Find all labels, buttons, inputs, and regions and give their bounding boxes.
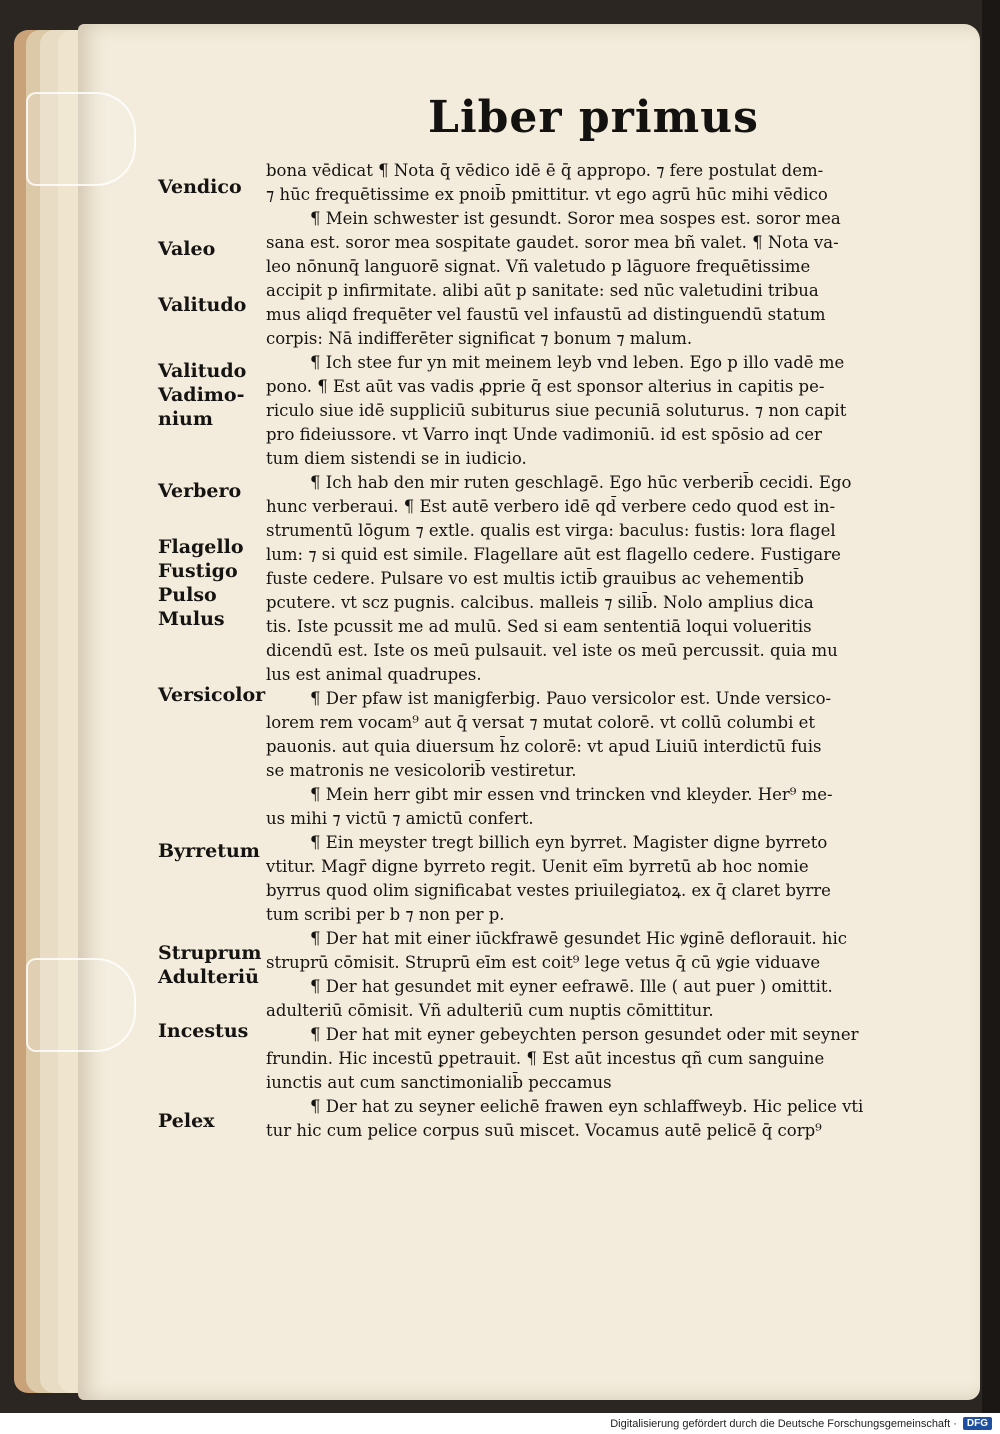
text-line: ¶ Der pfaw ist manigferbig. Pauo versicolor est. Unde versico- [310, 689, 832, 708]
facing-page-edge [982, 0, 1000, 1413]
text-line: tis. Iste pcussit me ad mulū. Sed si eam sententiā loqui volueritis [266, 617, 812, 636]
page-heading: Liber primus [428, 92, 759, 143]
margin-word: Valitudo [158, 294, 247, 316]
text-line: ¶ Ein meyster tregt billich eyn byrret. Magister digne byrreto [310, 833, 828, 852]
text-line: ¶ Mein herr gibt mir essen vnd trincken vnd kleyder. Her⁹ me- [310, 785, 833, 804]
margin-word: Flagello [158, 536, 244, 558]
text-line: ¶ Der hat zu seyner eelichē frawen eyn schlaffweyb. Hic pelice vti [310, 1097, 864, 1116]
margin-word: nium [158, 408, 213, 430]
text-line: hunc verberaui. ¶ Est autē verbero idē qd̄ verbere cedo quod est in- [266, 497, 836, 516]
text-line: dicendū est. Iste os meū pulsauit. vel iste os meū percussit. quia mu [266, 641, 838, 660]
text-line: iunctis aut cum sanctimonialib̄ peccamus [266, 1073, 612, 1092]
text-line: ¶ Ich stee fur yn mit meinem leyb vnd leben. Ego p illo vadē me [310, 353, 845, 372]
margin-word: Byrretum [158, 840, 260, 862]
text-line: tum diem sistendi se in iudicio. [266, 449, 527, 468]
text-line: pono. ¶ Est aūt vas vadis ꝓprie q̄ est sponsor alterius in capitis pe- [266, 377, 825, 396]
margin-word: Verbero [158, 480, 242, 502]
text-line: ¶ Der hat mit einer iūckfrawē gesundet Hic ꝟginē deflorauit. hic [310, 929, 848, 948]
text-line: lum: ⁊ si quid est simile. Flagellare aūt est flagello cedere. Fustigare [266, 545, 841, 564]
margin-word: Incestus [158, 1020, 249, 1042]
margin-word: Struprum [158, 942, 262, 964]
margin-word: Pulso [158, 584, 217, 606]
text-line: tum scribi per b ⁊ non per p. [266, 905, 505, 924]
text-line: se matronis ne vesicolorib̄ vestiretur. [266, 761, 577, 780]
text-line: pcutere. vt scz pugnis. calcibus. malleis ⁊ silib̄. Nolo amplius dica [266, 593, 814, 612]
text-line: ¶ Ich hab den mir ruten geschlagē. Ego hūc verberib̄ cecidi. Ego [310, 473, 852, 492]
text-line: us mihi ⁊ victū ⁊ amictū confert. [266, 809, 534, 828]
margin-word: Fustigo [158, 560, 238, 582]
text-line: ¶ Mein schwester ist gesundt. Soror mea sospes est. soror mea [310, 209, 841, 228]
text-line: vtitur. Magr̄ digne byrreto regit. Uenit eīm byrretū ab hoc nomie [266, 857, 809, 876]
margin-word: Valeo [158, 238, 216, 260]
text-line: corpis: Nā indifferēter significat ⁊ bonum ⁊ malum. [266, 329, 693, 348]
text-line: ¶ Der hat gesundet mit eyner eefrawē. Ille ( aut puer ) omittit. [310, 977, 833, 996]
footer [0, 1413, 1000, 1434]
text-line: mus aliqd frequēter vel faustū vel infaustū ad distinguendū statum [266, 305, 826, 324]
margin-word: Pelex [158, 1110, 215, 1132]
clasp-tab [26, 958, 136, 1052]
text-line: fuste cedere. Pulsare vo est multis ictib̄ grauibus ac vehementib̄ [266, 569, 804, 588]
text-line: lorem rem vocam⁹ aut q̄ versat ⁊ mutat colorē. vt collū columbi et [266, 713, 816, 732]
margin-word: Adulteriū [158, 966, 259, 988]
margin-word: Vendico [158, 176, 242, 198]
text-line: accipit p infirmitate. alibi aūt p sanitate: sed nūc valetudini tribua [266, 281, 819, 300]
clasp-tab [26, 92, 136, 186]
funding-credit: Digitalisierung gefördert durch die Deutsche Forschungsgemeinschaft · [610, 1417, 957, 1430]
text-line: ¶ Der hat mit eyner gebeychten person gesundet oder mit seyner [310, 1025, 859, 1044]
text-line: pro fideiussore. vt Varro inqt Unde vadimoniū. id est spōsio ad cer [266, 425, 822, 444]
margin-word: Mulus [158, 608, 225, 630]
margin-word: Versicolor [158, 684, 266, 706]
text-line: pauonis. aut quia diuersum h̄z colorē: vt apud Liuiū interdictū fuis [266, 737, 822, 756]
text-line: adulteriū cōmisit. Vñ adulteriū cum nuptis cōmittitur. [266, 1001, 714, 1020]
margin-word: Valitudo [158, 360, 247, 382]
text-line: byrrus quod olim significabat vestes priuilegiatoꝝ. ex q̄ claret byrre [266, 881, 831, 900]
text-line: leo nōnunq̄ languorē signat. Vñ valetudo p lāguore frequētissime [266, 257, 811, 276]
text-line: riculo siue idē suppliciū subiturus siue pecuniā soluturus. ⁊ non capit [266, 401, 847, 420]
text-line: ⁊ hūc frequētissime ex pnoib̄ pmittitur. vt ego agrū hūc mihi vēdico [266, 185, 828, 204]
dfg-logo: DFG [963, 1417, 992, 1430]
text-line: bona vēdicat ¶ Nota q̄ vēdico idē ē q̄ appropo. ⁊ fere postulat dem- [266, 161, 824, 180]
text-line: lus est animal quadrupes. [266, 665, 482, 684]
text-line: tur hic cum pelice corpus suū miscet. Vocamus autē pelicē q̄ corp⁹ [266, 1121, 822, 1140]
text-line: sana est. soror mea sospitate gaudet. soror mea bñ valet. ¶ Nota va- [266, 233, 839, 252]
text-line: struprū cōmisit. Struprū eīm est coit⁹ lege vetus q̄ cū ꝟgie viduave [266, 953, 821, 972]
margin-word: Vadimo- [158, 384, 245, 406]
text-line: strumentū lōgum ⁊ extle. qualis est virga: baculus: fustis: lora flagel [266, 521, 836, 540]
text-line: frundin. Hic incestū ꝑpetrauit. ¶ Est aūt incestus qñ cum sanguine [266, 1049, 825, 1068]
